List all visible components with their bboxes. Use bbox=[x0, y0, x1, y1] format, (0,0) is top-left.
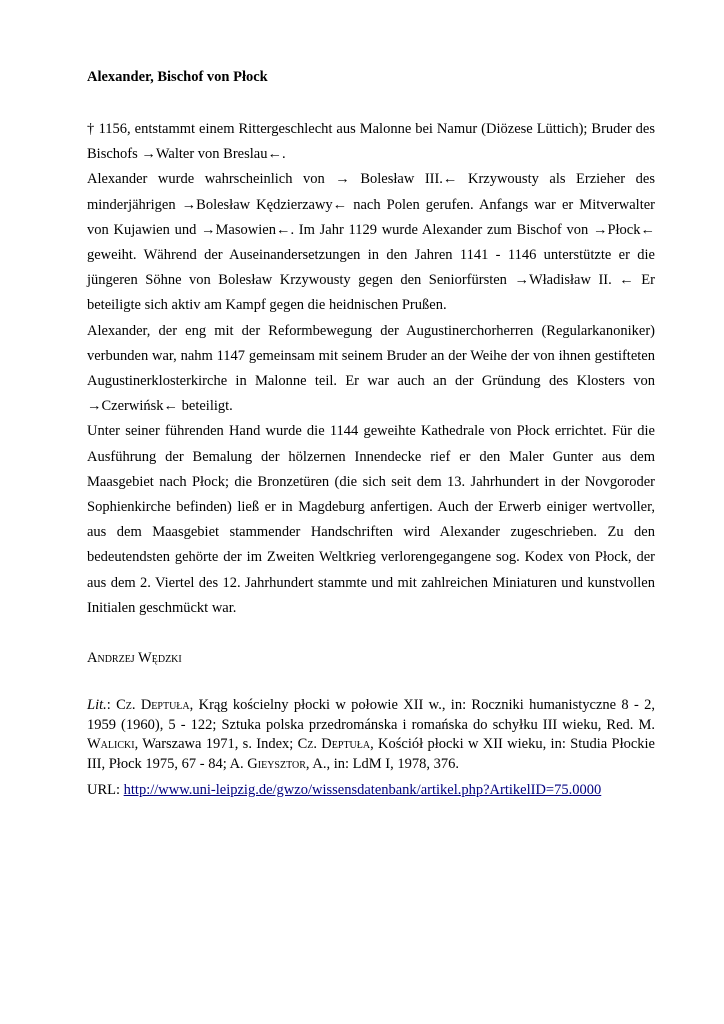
article-title: Alexander, Bischof von Płock bbox=[87, 69, 268, 85]
literature-text: , Krąg kościelny płocki w połowie XII w., in: Roczniki humanistyczne 8 - 2, 1959 (1960), 5 - 122; Sztuka polska przedrománska i romańska do schyłku III wieku, Red. M. bbox=[87, 697, 655, 733]
literature-author: Cz. Deptuła bbox=[116, 697, 190, 713]
literature-text: , Warszawa 1971, s. Index; bbox=[134, 736, 298, 752]
literature-author: Walicki bbox=[87, 736, 135, 752]
source-url-link[interactable]: http://www.uni-leipzig.de/gwzo/wissensdatenbank/artikel.php?ArtikelID=75.0000 bbox=[123, 782, 602, 798]
paragraph-career: Alexander wurde wahrscheinlich von → Bolesław III.← Krzywousty als Erzieher des minderjährigen →Bolesław Kędzierzawy← nach Polen gerufen. Anfangs war er Mitverwalter von Kujawien und →Masowien←. Im Jahr 1129 wurde Alexander zum Bischof von →Płock← geweiht. Während der Auseinandersetzungen in den Jahren 1141 - 1146 unterstützte er die jüngeren Söhne von Bolesław Krzywousty gegen den Seniorfürsten →Władisław II. ← Er beteiligte sich aktiv am Kampf gegen die heidnischen Prußen. bbox=[87, 171, 655, 314]
article-body bbox=[87, 117, 655, 621]
literature-author: Gieysztor bbox=[247, 755, 306, 772]
literature-text: , Kościół płocki w XII wieku, in: Studia Płockie III, Płock 1975, 67 - 84; A. bbox=[87, 736, 655, 772]
author-name: Andrzej Wędzki bbox=[87, 650, 182, 666]
paragraph-intro: † 1156, entstammt einem Rittergeschlecht aus Malonne bei Namur (Diözese Lüttich); Bruder des Bischofs →Walter von Breslau←. bbox=[87, 121, 655, 163]
literature-author: Cz. Deptuła bbox=[297, 736, 371, 752]
url-line bbox=[87, 780, 601, 800]
literature-text: , A., in: LdM I, 1978, 376. bbox=[305, 755, 459, 772]
literature-section bbox=[87, 696, 655, 774]
literature-label: Lit. bbox=[87, 697, 107, 713]
literature-separator: : bbox=[106, 697, 117, 713]
url-label: URL: bbox=[87, 782, 124, 798]
paragraph-reform: Alexander, der eng mit der Reformbewegung der Augustinerchorherren (Regularkanoniker) verbunden war, nahm 1147 gemeinsam mit seinem Bruder an der Weihe der von ihnen gestifteten Augustinerklosterkirche in Malonne teil. Er war auch an der Gründung des Klosters von →Czerwińsk← beteiligt. bbox=[87, 322, 655, 415]
paragraph-cathedral: Unter seiner führenden Hand wurde die 1144 geweihte Kathedrale von Płock errichtet. Für die Ausführung der Bemalung der hölzernen Innendecke rief er den Maler Gunter aus dem Maasgebiet nach Płock; die Bronzetüren (die sich seit dem 13. Jahrhundert in der Novgoroder Sophienkirche befinden) ließ er in Magdeburg anfertigen. Auch der Erwerb einiger wertvoller, aus dem Maasgebiet stammender Handschriften wird Alexander zugeschrieben. Zu den bedeutendsten gehörte der im Zweiten Weltkrieg verlorengegangene sog. Kodex von Płock, der aus dem 2. Viertel des 12. Jahrhundert stammte und mit zahlreichen Miniaturen und kunstvollen Initialen geschmückt war. bbox=[87, 423, 655, 616]
